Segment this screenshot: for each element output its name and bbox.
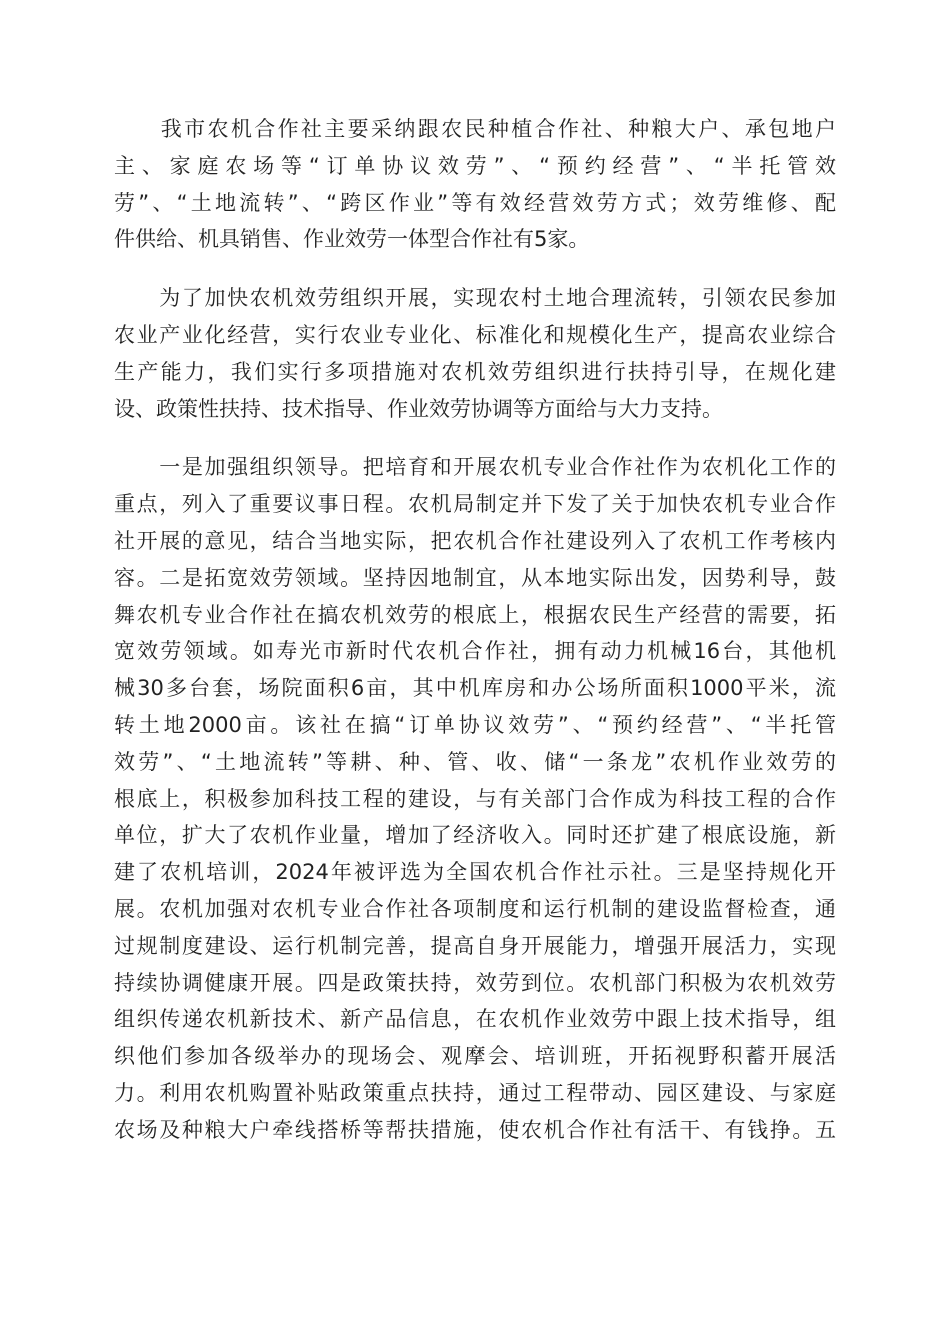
- text-line: 械30多台套，场院面积6亩，其中机库房和办公场所面积1000平米，流: [114, 676, 836, 701]
- text-line: 转土地2000亩。该社在搞“订单协议效劳”、“预约经营”、“半托管: [114, 712, 836, 737]
- text-line: 劳”、“土地流转”、“跨区作业”等有效经营效劳方式；效劳维修、配: [114, 190, 836, 215]
- text-line: 舞农机专业合作社在搞农机效劳的根底上，根据农民生产经营的需要，拓: [114, 602, 836, 627]
- text-line: 我市农机合作社主要采纳跟农民种植合作社、种粮大户、承包地户: [114, 117, 836, 141]
- text-line: 容。二是拓宽效劳领域。坚持因地制宜，从本地实际出发，因势利导，鼓: [114, 565, 836, 590]
- document-body: [114, 111, 836, 1149]
- text-line: 农场及种粮大户牵线搭桥等帮扶措施，使农机合作社有活干、有钱挣。五: [114, 1117, 836, 1142]
- text-line: 过规制度建设、运行机制完善，提高自身开展能力，增强开展活力，实现: [114, 933, 836, 958]
- text-line: 组织传递农机新技术、新产品信息，在农机作业效劳中跟上技术指导，组: [114, 1007, 836, 1032]
- paragraph-1: [114, 111, 836, 258]
- text-line: 建了农机培训，2024年被评选为全国农机合作社示社。三是坚持规化开: [114, 860, 836, 885]
- text-line: 效劳”、“土地流转”等耕、种、管、收、储“一条龙”农机作业效劳的: [114, 749, 836, 774]
- text-line: 展。农机加强对农机专业合作社各项制度和运行机制的建设监督检查，通: [114, 896, 836, 921]
- text-line: 一是加强组织领导。把培育和开展农机专业合作社作为农机化工作的: [114, 455, 836, 480]
- text-line: 农业产业化经营，实行农业专业化、标准化和规模化生产，提高农业综合: [114, 322, 836, 347]
- text-line: 为了加快农机效劳组织开展，实现农村土地合理流转，引领农民参加: [114, 286, 836, 311]
- paragraph-3: [114, 449, 836, 1148]
- text-line: 重点，列入了重要议事日程。农机局制定并下发了关于加快农机专业合作: [114, 492, 836, 517]
- text-line: 设、政策性扶持、技术指导、作业效劳协调等方面给与大力支持。: [114, 396, 723, 421]
- text-line: 织他们参加各级举办的现场会、观摩会、培训班，开拓视野积蓄开展活: [114, 1044, 836, 1069]
- text-line: 持续协调健康开展。四是政策扶持，效劳到位。农机部门积极为农机效劳: [114, 970, 836, 995]
- text-line: 单位，扩大了农机作业量，增加了经济收入。同时还扩建了根底设施，新: [114, 823, 836, 848]
- text-line: 力。利用农机购置补贴政策重点扶持，通过工程带动、园区建设、与家庭: [114, 1080, 836, 1105]
- text-line: 生产能力，我们实行多项措施对农机效劳组织进行扶持引导，在规化建: [114, 359, 836, 384]
- text-line: 宽效劳领域。如寿光市新时代农机合作社，拥有动力机械16台，其他机: [114, 639, 836, 664]
- paragraph-2: [114, 280, 836, 427]
- text-line: 主、家庭农场等“订单协议效劳”、“预约经营”、“半托管效: [114, 153, 836, 178]
- text-line: 件供给、机具销售、作业效劳一体型合作社有5家。: [114, 227, 590, 252]
- text-line: 社开展的意见，结合当地实际，把农机合作社建设列入了农机工作考核内: [114, 528, 836, 553]
- text-line: 根底上，积极参加科技工程的建设，与有关部门合作成为科技工程的合作: [114, 786, 836, 811]
